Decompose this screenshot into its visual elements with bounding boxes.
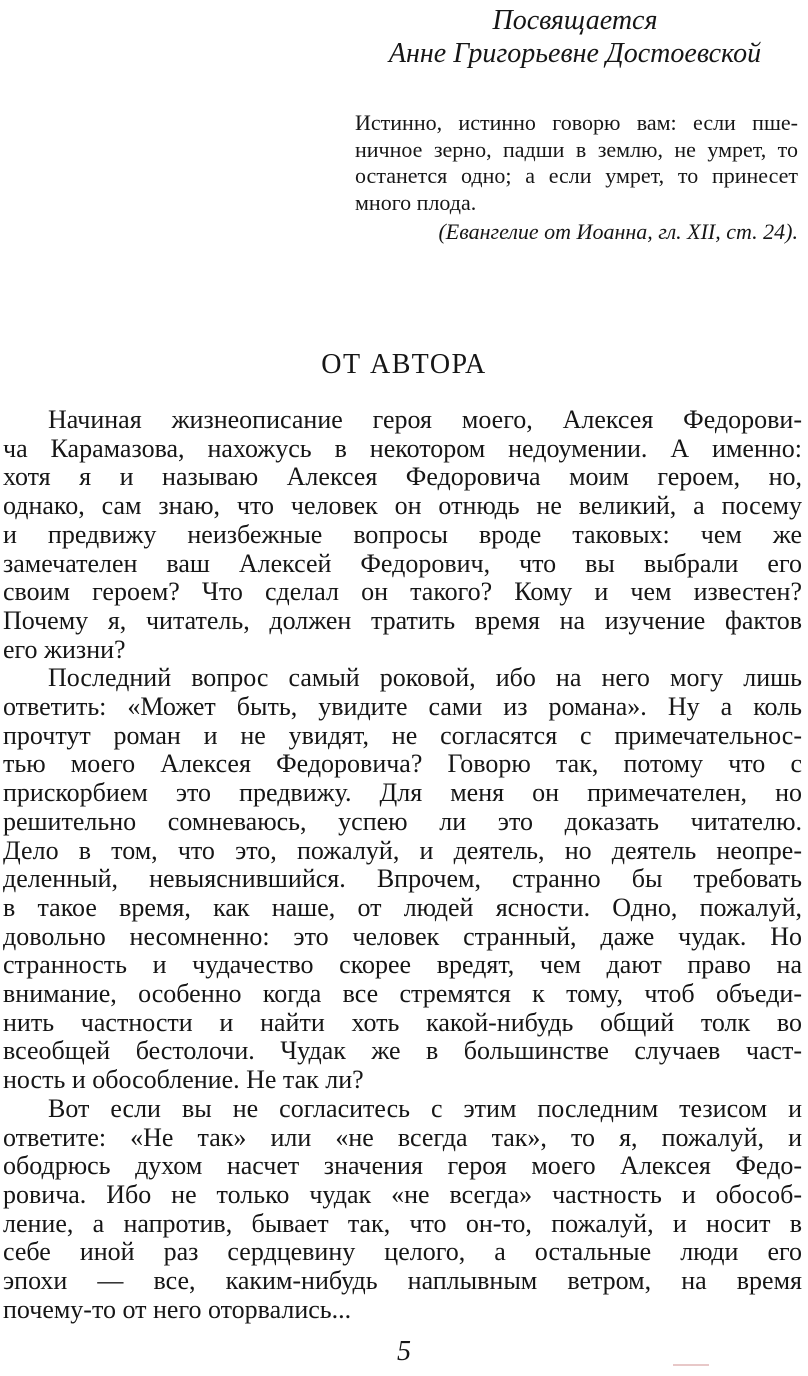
text-line: странность и чудачество скорее вредят, чем дают право на [3, 950, 802, 980]
text-line: ровича. Ибо не только чудак «не всегда» частность и обособ- [3, 1179, 802, 1209]
text-line: Последний вопрос самый роковой, ибо на него могу лишь [48, 663, 802, 693]
text-line: в такое время, как наше, от людей ясности. Одно, пожалуй, [3, 892, 802, 922]
text-line: внимание, особенно когда все стремятся к тому, чтоб объеди- [3, 979, 802, 1009]
text-line: Истинно, истинно говорю вам: если пше- [355, 110, 798, 135]
text-line: ободрюсь духом насчет значения героя моего Алексея Федо- [3, 1151, 802, 1181]
epigraph-attribution: (Евангелие от Иоанна, гл. XII, ст. 24). [438, 219, 798, 244]
text-line: хотя я и называю Алексея Федоровича моим героем, но, [3, 462, 802, 492]
text-line: ответить: «Может быть, увидите сами из романа». Ну а коль [3, 692, 802, 722]
text-line: прискорбием это предвижу. Для меня он примечателен, но [3, 778, 802, 808]
paragraph-2 [3, 664, 802, 1095]
text-line: замечателен ваш Алексей Федорович, что вы выбрали его [3, 548, 802, 578]
text-line: и предвижу неизбежные вопросы вроде таковых: чем же [3, 519, 802, 549]
text-line: Начиная жизнеописание героя моего, Алексея Федорови- [48, 405, 802, 434]
text-line: деленный, невыяснившийся. Впрочем, странно бы требовать [3, 864, 802, 894]
text-line: Посвящается [492, 5, 658, 36]
text-line: тью моего Алексея Федоровича? Говорю так, потому что с [3, 749, 802, 779]
text-line: эпохи — все, каким-нибудь наплывным ветром, на время [3, 1266, 802, 1296]
text-line: останется одно; а если умрет, то принесет [355, 163, 798, 188]
text-line: его жизни? [3, 634, 126, 664]
text-line: нить частности и найти хоть какой-нибудь общий толк во [3, 1007, 802, 1037]
text-line: прочтут роман и не увидят, не согласятся с примечательнос- [3, 720, 802, 750]
text-line: ление, а напротив, бывает так, что он-то, пожалуй, и носит в [3, 1208, 802, 1238]
text-line: Почему я, читатель, должен тратить время на изучение фактов [3, 605, 802, 635]
text-line: почему-то от него оторвались... [3, 1294, 352, 1324]
text-line: однако, сам знаю, что человек он отнюдь не великий, а посему [3, 491, 802, 521]
paragraph-3 [3, 1095, 802, 1325]
text-line: Вот если вы не согласитесь с этим последним тезисом и [48, 1093, 802, 1123]
text-line: Анне Григорьевне Достоевской [388, 38, 762, 69]
text-line: решительно сомневаюсь, успею ли это доказать читателю. [3, 806, 802, 836]
dedication [352, 4, 798, 70]
text-line: Дело в том, что это, пожалуй, и деятель, но деятель неопре- [3, 835, 802, 865]
chapter-heading: ОТ АВТОРА [321, 349, 487, 380]
text-line: ответите: «Не так» или «не всегда так», то я, пожалуй, и [3, 1122, 802, 1152]
text-line: себе иной раз сердцевину целого, а остальные люди его [3, 1237, 802, 1267]
text-line: ничное зерно, падши в землю, не умрет, то [355, 136, 798, 162]
text-line: своим героем? Что сделал он такого? Кому и чем известен? [3, 577, 802, 607]
body-text [3, 406, 802, 1325]
paragraph-1 [3, 406, 802, 664]
text-line: много плода. [355, 189, 477, 215]
text-line: довольно несомненно: это человек странный, даже чудак. Но [3, 921, 802, 951]
text-line: всеобщей бестолочи. Чудак же в большинстве случаев част- [3, 1036, 802, 1066]
text-line: ча Карамазова, нахожусь в некотором недоумении. А именно: [3, 433, 802, 463]
epigraph [355, 110, 798, 216]
text-line: ность и обособление. Не так ли? [3, 1065, 364, 1095]
page-number: 5 [397, 1336, 411, 1367]
scan-artifact-mark [673, 1364, 709, 1366]
